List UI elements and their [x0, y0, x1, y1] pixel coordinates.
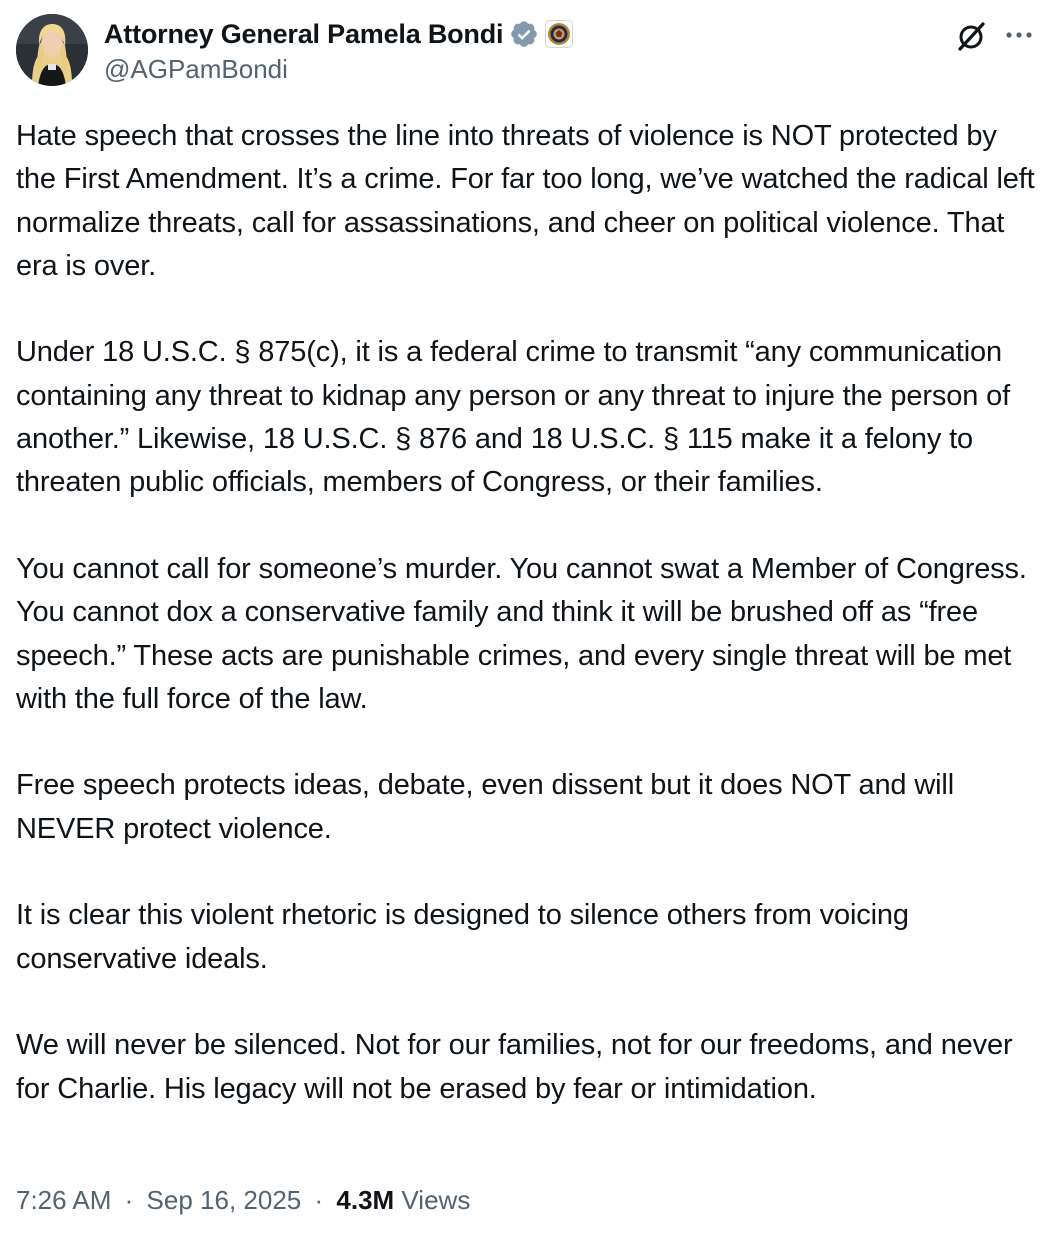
meta-separator: · — [124, 1185, 134, 1215]
tweet-paragraph: Hate speech that crosses the line into threats of violence is NOT protected by the First Amendment. It’s a crime. For far too long, we’ve watched the radical left normalize threats, call for assassinations, and cheer on political violence. That era is over. — [16, 120, 1035, 282]
meta-separator: · — [314, 1185, 324, 1215]
tweet-meta — [16, 1180, 470, 1220]
views-count: 4.3M — [336, 1185, 395, 1215]
tweet-paragraph: Free speech protects ideas, debate, even dissent but it does NOT and will NEVER protect violence. — [16, 769, 954, 845]
verified-badge-icon[interactable] — [509, 19, 539, 49]
doj-seal-icon[interactable] — [545, 20, 573, 48]
views-label: Views — [401, 1185, 471, 1215]
tweet-header — [16, 14, 1036, 90]
display-name-row — [104, 16, 573, 52]
timestamp-time[interactable]: 7:26 AM — [16, 1185, 112, 1215]
handle[interactable]: @AGPamBondi — [104, 54, 288, 84]
tweet-paragraph: Under 18 U.S.C. § 875(c), it is a federal crime to transmit “any communication containing any threat to kidnap any person or any threat to injure the person of another.” Likewise, 18 U.S.C. § 876 and 18 U.S.C. § 115 make it a felony to threaten public officials, members of Congress, or their families. — [16, 336, 1010, 499]
avatar[interactable] — [16, 14, 88, 86]
author-names — [104, 16, 573, 85]
display-name[interactable]: Attorney General Pamela Bondi — [104, 18, 504, 49]
tweet-paragraph: It is clear this violent rhetoric is designed to silence others from voicing conservative ideals. — [16, 899, 909, 975]
tweet-paragraph: You cannot call for someone’s murder. You cannot swat a Member of Congress. You cannot dox a conservative family and think it will be brushed off as “free speech.” These acts are punishable crimes, and every single threat will be met with the full force of the law. — [16, 552, 1027, 715]
tweet-paragraph: We will never be silenced. Not for our families, not for our freedoms, and never for Charlie. His legacy will not be erased by fear or intimidation. — [16, 1029, 1013, 1105]
timestamp-date[interactable]: Sep 16, 2025 — [146, 1185, 302, 1215]
tweet-text — [16, 115, 1040, 1111]
more-options-icon[interactable] — [1002, 18, 1036, 52]
grok-icon[interactable] — [954, 18, 990, 54]
